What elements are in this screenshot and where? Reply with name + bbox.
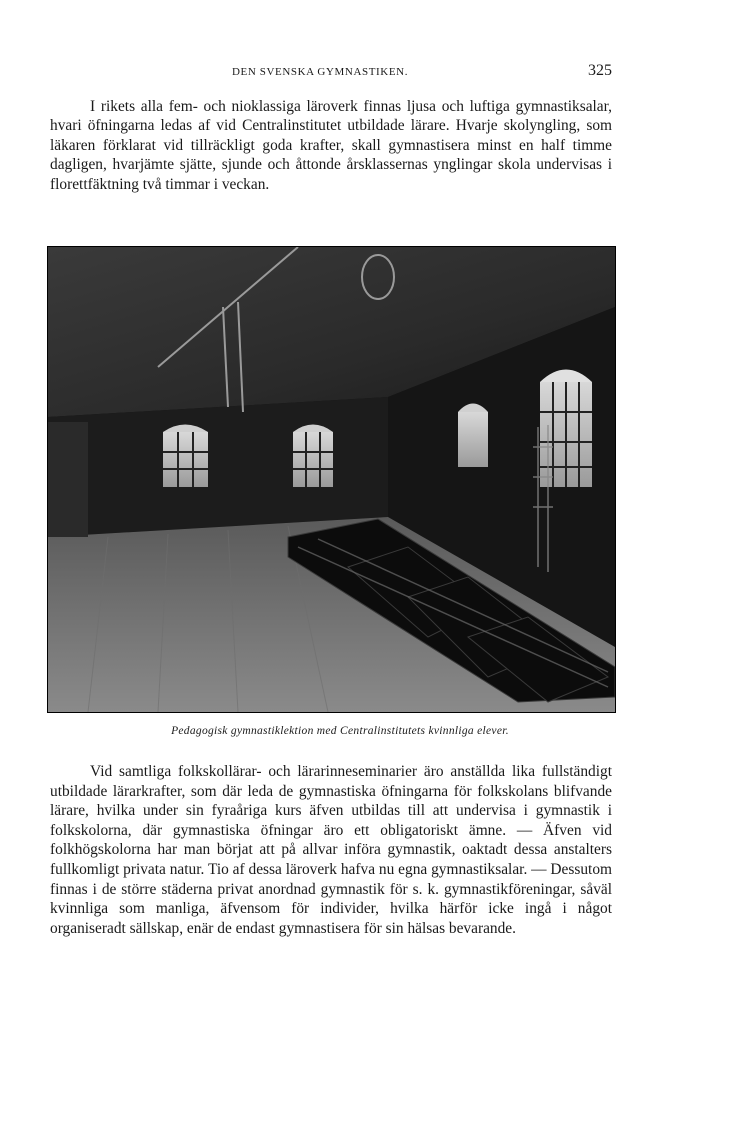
figure-caption: Pedagogisk gymnastiklektion med Centralinstitutets kvinnliga elever.: [171, 725, 509, 737]
paragraph-1: I rikets alla fem- och nioklassiga läroverk finnas ljusa och luftiga gymnastiksalar, hvari öfningarna ledas af vid Centralinstitutet utbildade lärare. Hvarje skolyngling, som läkaren förklarat vid tillräckligt goda krafter, skall gymnastisera minst en half timme dagligen, hvarjämte sjätte, sjunde och åttonde årsklassernas ynglingar skola undervisas i florettfäktning två timmar i veckan.: [50, 98, 612, 193]
paragraph-2: Vid samtliga folkskollärar- och lärarinneseminarier äro anställda lika fullständigt utbildade lärarkrafter, som där leda de gymnastiska öfningarna för folkskolans blifvande lärare, hvilka under sin fyraåriga kurs äfven utbildas till att undervisa i gymnastik i folkskolorna, där gymnastiska öfningar äro ett obligatoriskt ämne. — Äfven vid folkhögskolorna har man börjat att på allvar införa gymnastik, oaktadt dessa anstalters fullkomligt privata natur. Tio af dessa läroverk hafva nu egna gymnastiksalar. — Dessutom finnas i de större städerna privat anordnad gymnastik för s. k. gymnastikföreningar, såväl kvinnliga som manliga, äfvensom för individer, hvilka härför icke ingå i något organiseradt sällskap, enär de endast gymnastisera för sin hälsas bevarande.: [50, 763, 612, 937]
back-wall: [48, 397, 388, 537]
running-head: DEN SVENSKA GYMNASTIKEN.: [232, 66, 409, 78]
page-number: 325: [588, 62, 612, 79]
gymnasium-photograph: [47, 246, 616, 713]
